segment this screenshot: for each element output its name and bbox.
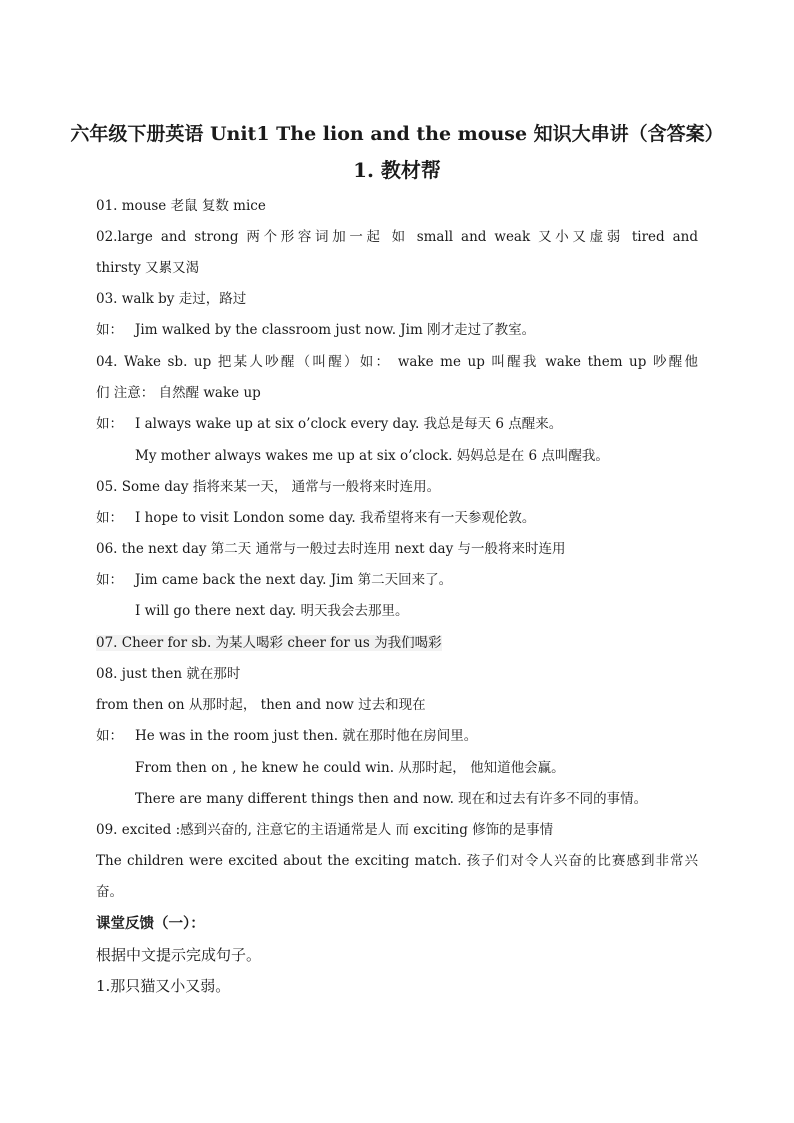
document-title: 六年级下册英语 Unit1 The lion and the mouse 知识大串讲（含答案） — [70, 123, 724, 145]
text-line: 们 注意： 自然醒 wake up — [96, 385, 261, 401]
example-text: I always wake up at six o’clock every day. 我总是每天 6 点醒来。 — [135, 416, 563, 432]
example-line — [96, 568, 452, 592]
example-text: From then on , he knew he could win. 从那时起， 他知道他会赢。 — [135, 760, 565, 776]
example-label: 如： — [96, 728, 123, 744]
text-line: 05. Some day 指将来某一天， 通常与一般将来时连用。 — [96, 479, 441, 495]
example-text: Jim walked by the classroom just now. Jim 刚才走过了教室。 — [135, 322, 536, 338]
text-line: thirsty 又累又渴 — [96, 260, 200, 276]
text-line: 04. Wake sb. up 把某人吵醒（叫醒）如： wake me up 叫醒我 wake them up 吵醒他 — [96, 354, 698, 370]
example-label: 如： — [96, 510, 123, 526]
section-label: 课堂反馈（一）： — [96, 915, 205, 932]
text-line: 06. the next day 第二天 通常与一般过去时连用 next day 与一般将来时连用 — [96, 541, 566, 557]
example-label: 如： — [96, 416, 123, 432]
text-line — [96, 631, 442, 655]
text-line: 02.large and strong 两个形容词加一起 如 small and weak 又小又虚弱 tired and — [96, 229, 698, 245]
text-line: 奋。 — [96, 884, 123, 900]
text-line: 03. walk by 走过，路过 — [96, 291, 247, 307]
text-line: 08. just then 就在那时 — [96, 666, 241, 682]
section-heading: 1. 教材帮 — [353, 158, 441, 182]
example-text: Jim came back the next day. Jim 第二天回来了。 — [135, 572, 453, 588]
example-label: 如： — [96, 322, 123, 338]
example-line — [96, 412, 562, 436]
text-line: 09. excited :感到兴奋的, 注意它的主语通常是人 而 exciting 修饰的是事情 — [96, 822, 554, 838]
example-line — [96, 724, 477, 748]
example-text: There are many different things then and now. 现在和过去有许多不同的事情。 — [135, 791, 648, 807]
exercise-item: 1.那只猫又小又弱。 — [96, 977, 231, 995]
example-text: My mother always wakes me up at six o’clock. 妈妈总是在 6 点叫醒我。 — [135, 448, 609, 464]
example-text: He was in the room just then. 就在那时他在房间里。 — [135, 728, 478, 744]
text-line: The children were excited about the exciting match. 孩子们对令人兴奋的比赛感到非常兴 — [96, 853, 698, 869]
text-line: 01. mouse 老鼠 复数 mice — [96, 198, 266, 214]
example-label: 如： — [96, 572, 123, 588]
text-line: from then on 从那时起， then and now 过去和现在 — [96, 697, 426, 713]
example-text: I hope to visit London some day. 我希望将来有一天参观伦敦。 — [135, 510, 536, 526]
example-line — [96, 506, 535, 530]
example-text: I will go there next day. 明天我会去那里。 — [135, 603, 409, 619]
instruction-text: 根据中文提示完成句子。 — [96, 946, 262, 964]
example-line — [96, 318, 535, 342]
highlighted-text: 07. Cheer for sb. 为某人喝彩 cheer for us 为我们喝彩 — [96, 635, 442, 651]
